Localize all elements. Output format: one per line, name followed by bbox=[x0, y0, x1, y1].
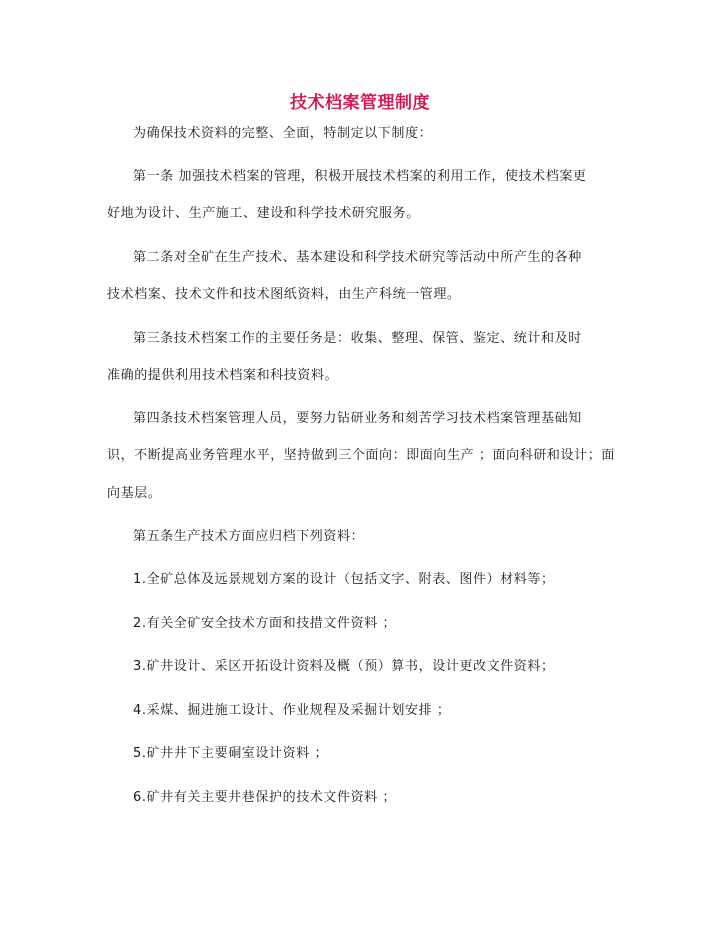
article1-line2: 好地为设计、生产施工、建设和科学技术研究服务。 bbox=[107, 206, 420, 221]
article4-line2: 识，不断提高业务管理水平，坚持做到三个面向：即面向生产 ；面向科研和设计；面 bbox=[107, 448, 615, 463]
article3-line2: 准确的提供利用技术档案和科技资料。 bbox=[107, 368, 339, 383]
list-item: 5.矿井井下主要硐室设计资料 ； bbox=[133, 746, 329, 761]
article2-line2: 技术档案、技术文件和技术图纸资料，由生产科统一管理。 bbox=[107, 287, 461, 302]
article2-line1: 第二条对全矿在生产技术、基本建设和科学技术研究等活动中所产生的各种 bbox=[133, 250, 582, 265]
intro-text: 为确保技术资料的完整、全面，特制定以下制度： bbox=[133, 126, 433, 141]
article5-heading: 第五条生产技术方面应归档下列资料： bbox=[133, 529, 365, 544]
article1-line1: 第一条 加强技术档案的管理，积极开展技术档案的利用工作，使技术档案更 bbox=[133, 169, 587, 184]
article4-line1: 第四条技术档案管理人员，要努力钻研业务和刻苦学习技术档案管理基础知 bbox=[133, 411, 582, 426]
list-item: 3.矿井设计、采区开拓设计资料及概（预）算书，设计更改文件资料； bbox=[133, 659, 555, 674]
article3-line1: 第三条技术档案工作的主要任务是：收集、整理、保管、鉴定、统计和及时 bbox=[133, 331, 582, 346]
document-title: 技术档案管理制度 bbox=[290, 93, 430, 113]
list-item: 4.采煤、掘进施工设计、作业规程及采掘计划安排 ； bbox=[133, 703, 451, 718]
article4-line3: 向基层。 bbox=[107, 486, 162, 501]
list-item: 6.矿井有关主要井巷保护的技术文件资料 ； bbox=[133, 790, 397, 805]
list-item: 2.有关全矿安全技术方面和技措文件资料 ； bbox=[133, 616, 397, 631]
list-item: 1.全矿总体及远景规划方案的设计（包括文字、附表、图件）材料等； bbox=[133, 572, 555, 587]
